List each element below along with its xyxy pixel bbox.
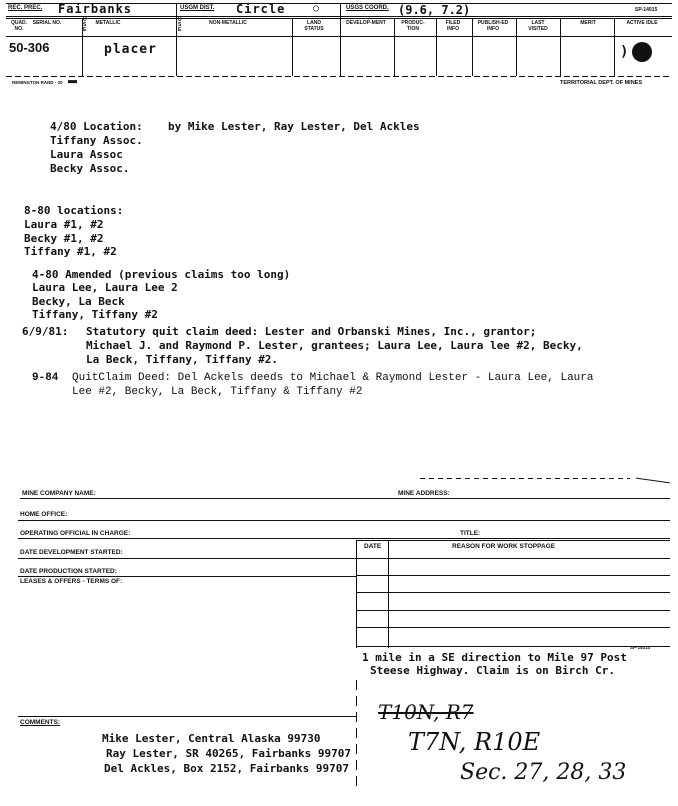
date-production-label: DATE PRODUCTION STARTED: — [20, 568, 117, 575]
rec-prec-value: Fairbanks — [58, 2, 133, 16]
location-note-line: 1 mile in a SE direction to Mile 97 Post — [362, 651, 627, 664]
comment-line: Ray Lester, SR 40265, Fairbanks 99707 — [106, 747, 352, 760]
usgm-dist-label: USGM DIST. — [180, 5, 215, 11]
leases-label: LEASES & OFFERS - TERMS OF: — [20, 578, 123, 585]
amended-claim: Tiffany, Tiffany #2 — [32, 308, 158, 321]
operating-official-label: OPERATING OFFICIAL IN CHARGE: — [20, 530, 131, 537]
serial-value: 50-306 — [9, 40, 50, 55]
location-480-claim: Becky Assoc. — [50, 162, 130, 175]
form-number: SP-14015 — [635, 7, 658, 13]
location-note-line: Steese Highway. Claim is on Birch Cr. — [370, 664, 616, 677]
deed-681-line: Michael J. and Raymond P. Lester, grantees; Laura Lee, Laura lee #2, Becky, — [86, 339, 583, 352]
reason-col-label: REASON FOR WORK STOPPAGE — [452, 543, 556, 550]
col-land-status: LAND STATUS — [304, 20, 324, 32]
col-published-info: PUBLISH-ED INFO — [477, 20, 509, 32]
col-last-visited: LAST VISITED — [528, 20, 548, 32]
amended-claim: Becky, La Beck — [32, 295, 125, 308]
col-metallic: METALLIC — [95, 20, 121, 26]
usgs-coord-value: (9.6, 7.2) — [398, 3, 471, 17]
usgs-coord-label: USGS COORD. — [346, 5, 389, 11]
use-letters-nonmetallic: U S E — [178, 17, 182, 33]
remington-label: REMINGTON RAND - 20 — [12, 80, 63, 85]
mine-address-label: MINE ADDRESS: — [398, 490, 450, 497]
locations-880-claim: Laura #1, #2 — [24, 218, 104, 231]
col-serial-no: SERIAL NO. — [32, 20, 62, 26]
comments-label: COMMENTS: — [20, 719, 61, 726]
locations-880-claim: Becky #1, #2 — [24, 232, 104, 245]
locations-880-claim: Tiffany #1, #2 — [24, 245, 117, 258]
title-label: TITLE: — [460, 530, 481, 537]
location-480-by: by Mike Lester, Ray Lester, Del Ackles — [168, 120, 420, 133]
deed-681-date: 6/9/81: — [22, 325, 69, 338]
date-col-label: DATE — [364, 543, 382, 550]
deed-984-date: 9-84 — [32, 372, 59, 384]
date-development-label: DATE DEVELOPMENT STARTED: — [20, 549, 123, 556]
mine-company-name-label: MINE COMPANY NAME: — [22, 490, 96, 497]
col-merit: MERIT — [580, 20, 596, 26]
active-status-dot — [632, 42, 652, 62]
location-480-claim: Tiffany Assoc. — [50, 134, 143, 147]
handwritten-township: T7N, R10E — [408, 728, 541, 756]
rec-prec-label: REC. PREC. — [8, 5, 43, 11]
col-development: DEVELOP-MENT — [346, 20, 386, 26]
use-letters-metallic: U S E — [83, 17, 87, 33]
col-quad-no: QUAD. NO. — [10, 20, 28, 32]
col-filed-info: FILED INFO — [445, 20, 461, 32]
locations-880-title: 8-80 locations: — [24, 204, 124, 217]
metallic-value: placer — [104, 42, 157, 57]
territorial-label: TERRITORIAL DEPT. OF MINES — [560, 80, 642, 86]
circle-mark: ○ — [313, 3, 320, 14]
amended-claim: Laura Lee, Laura Lee 2 — [32, 281, 178, 294]
handwritten-sections: Sec. 27, 28, 33 — [460, 760, 627, 785]
comment-line: Del Ackles, Box 2152, Fairbanks 99707 — [104, 762, 350, 775]
deed-984-line: QuitClaim Deed: Del Ackels deeds to Michael & Raymond Lester - Laura Lee, Laura — [72, 372, 594, 384]
idle-mark: ) — [620, 44, 629, 60]
form-number-2: SP-14014 — [630, 645, 651, 650]
location-480-label: 4/80 Location: — [50, 120, 143, 133]
col-active-idle: ACTIVE IDLE — [626, 20, 658, 26]
amended-title: 4-80 Amended (previous claims too long) — [32, 268, 291, 281]
usgm-dist-value: Circle — [236, 2, 286, 16]
deed-984-line: Lee #2, Becky, La Beck, Tiffany & Tiffany #2 — [72, 386, 363, 398]
col-production: PRODUC-TION — [401, 20, 425, 32]
remington-mark: ■■■ — [68, 79, 78, 85]
deed-681-line: Statutory quit claim deed: Lester and Orbanski Mines, Inc., grantor; — [86, 325, 537, 338]
home-office-label: HOME OFFICE: — [20, 511, 68, 518]
deed-681-line: La Beck, Tiffany, Tiffany #2. — [86, 353, 279, 366]
location-480-claim: Laura Assoc — [50, 148, 123, 161]
handwritten-struck: T10N, R7 — [378, 700, 474, 724]
comment-line: Mike Lester, Central Alaska 99730 — [102, 732, 321, 745]
col-non-metallic: NON-METALLIC — [209, 20, 247, 26]
